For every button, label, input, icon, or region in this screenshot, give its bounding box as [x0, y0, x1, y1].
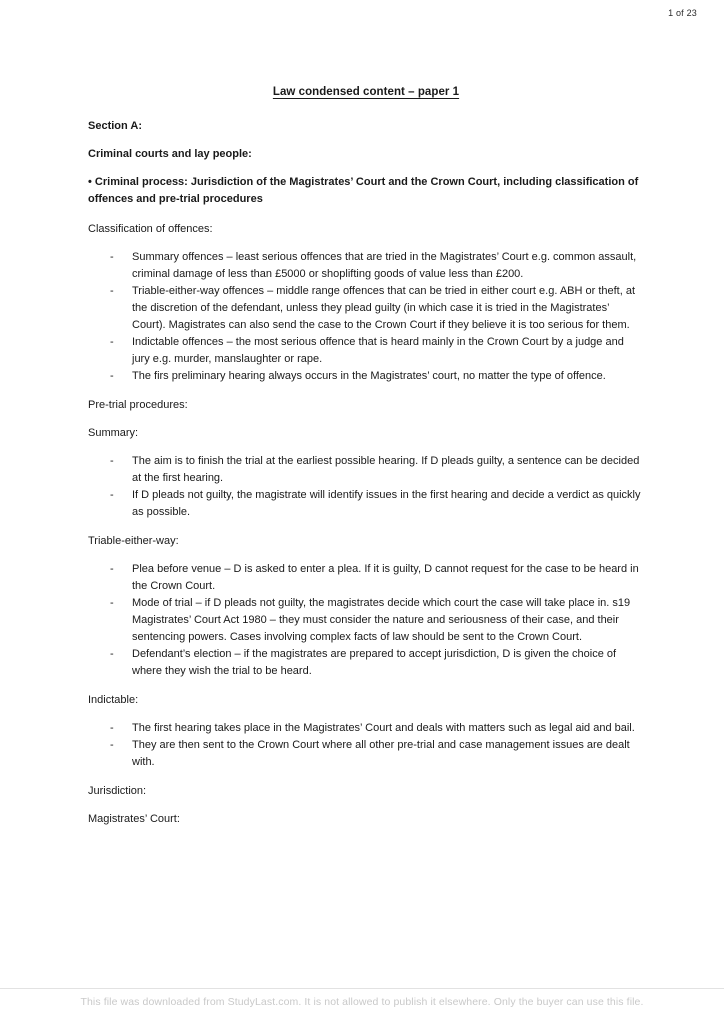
- triable-either-way-list: [88, 561, 644, 680]
- footer-divider: [0, 988, 724, 989]
- list-item-text: They are then sent to the Crown Court where all other pre-trial and case management issues are dealt with.: [132, 739, 630, 768]
- block-heading-summary: Summary:: [88, 427, 139, 439]
- dash-marker-icon: -: [110, 739, 114, 751]
- dash-marker-icon: -: [110, 648, 114, 660]
- indictable-list: [88, 720, 644, 771]
- block-heading-magistrates-court: Magistrates’ Court:: [88, 813, 180, 825]
- block-heading-triable-either-way: Triable-either-way:: [88, 535, 179, 547]
- block-heading-classification: Classification of offences:: [88, 223, 213, 235]
- dash-marker-icon: -: [110, 370, 114, 382]
- page-indicator: 1 of 23: [668, 8, 697, 18]
- list-item: [88, 249, 644, 283]
- list-item: [88, 487, 644, 521]
- list-item: [88, 737, 644, 771]
- classification-list: [88, 249, 644, 385]
- bullet-dot-icon: •: [88, 176, 92, 188]
- list-item-text: The aim is to finish the trial at the earliest possible hearing. If D pleads guilty, a sentence can be decided at the first hearing.: [132, 455, 640, 484]
- list-item-text: Defendant’s election – if the magistrates are prepared to accept jurisdiction, D is given the choice of where they wish the trial to be heard.: [132, 648, 617, 677]
- block-heading-indictable: Indictable:: [88, 694, 139, 706]
- list-item: [88, 720, 644, 737]
- topic-heading: Criminal courts and lay people:: [88, 148, 252, 160]
- list-item-text: Indictable offences – the most serious offence that is heard mainly in the Crown Court by a judge and jury e.g. murder, manslaughter or rape.: [132, 336, 624, 365]
- dash-marker-icon: -: [110, 285, 114, 297]
- page-title: Law condensed content – paper 1: [272, 86, 460, 98]
- list-item-text: If D pleads not guilty, the magistrate will identify issues in the first hearing and decide a verdict as quickly as possible.: [132, 489, 641, 518]
- summary-list: [88, 453, 644, 521]
- list-item: [88, 334, 644, 368]
- block-heading-jurisdiction: Jurisdiction:: [88, 785, 147, 797]
- list-item-text: Summary offences – least serious offences that are tried in the Magistrates’ Court e.g. common assault, criminal damage of less than £5000 or shoplifting goods of value less than £200.: [132, 251, 637, 280]
- footer-notice: This file was downloaded from StudyLast.com. It is not allowed to publish it elsewhere. Only the buyer can use this file.: [80, 996, 644, 1008]
- dash-marker-icon: -: [110, 563, 114, 575]
- list-item: [88, 453, 644, 487]
- dash-marker-icon: -: [110, 489, 114, 501]
- list-item: [88, 595, 644, 646]
- list-item: [88, 561, 644, 595]
- list-item: [88, 646, 644, 680]
- list-item-text: Triable-either-way offences – middle range offences that can be tried in either court e.g. ABH or theft, at the discretion of the defendant, unless they plead guilty (in which case it is tried in the Magistrates’ Court). Magistrates can also send the case to the Crown Court if they believe it is too serious for them.: [132, 285, 636, 331]
- block-heading-pretrial: Pre-trial procedures:: [88, 399, 188, 411]
- list-item-text: The firs preliminary hearing always occurs in the Magistrates’ court, no matter the type of offence.: [132, 370, 606, 382]
- list-item-text: Mode of trial – if D pleads not guilty, the magistrates decide which court the case will take place in. s19 Magistrates’ Court Act 1980 – they must consider the nature and seriousness of their case, and their sentencing powers. Cases involving complex facts of law should be sent to the Crown Court.: [132, 597, 631, 643]
- list-item: [88, 283, 644, 334]
- criminal-process-bullet-text: Criminal process: Jurisdiction of the Magistrates’ Court and the Crown Court, including classification of offences and pre-trial procedures: [88, 176, 639, 205]
- dash-marker-icon: -: [110, 455, 114, 467]
- dash-marker-icon: -: [110, 336, 114, 348]
- criminal-process-bullet: [88, 174, 644, 208]
- list-item: [88, 368, 644, 385]
- list-item-text: Plea before venue – D is asked to enter a plea. If it is guilty, D cannot request for the case to be heard in the Crown Court.: [132, 563, 639, 592]
- dash-marker-icon: -: [110, 722, 114, 734]
- section-label: Section A:: [88, 120, 142, 132]
- document-content: [88, 86, 644, 839]
- dash-marker-icon: -: [110, 597, 114, 609]
- list-item-text: The first hearing takes place in the Magistrates’ Court and deals with matters such as legal aid and bail.: [132, 722, 635, 734]
- dash-marker-icon: -: [110, 251, 114, 263]
